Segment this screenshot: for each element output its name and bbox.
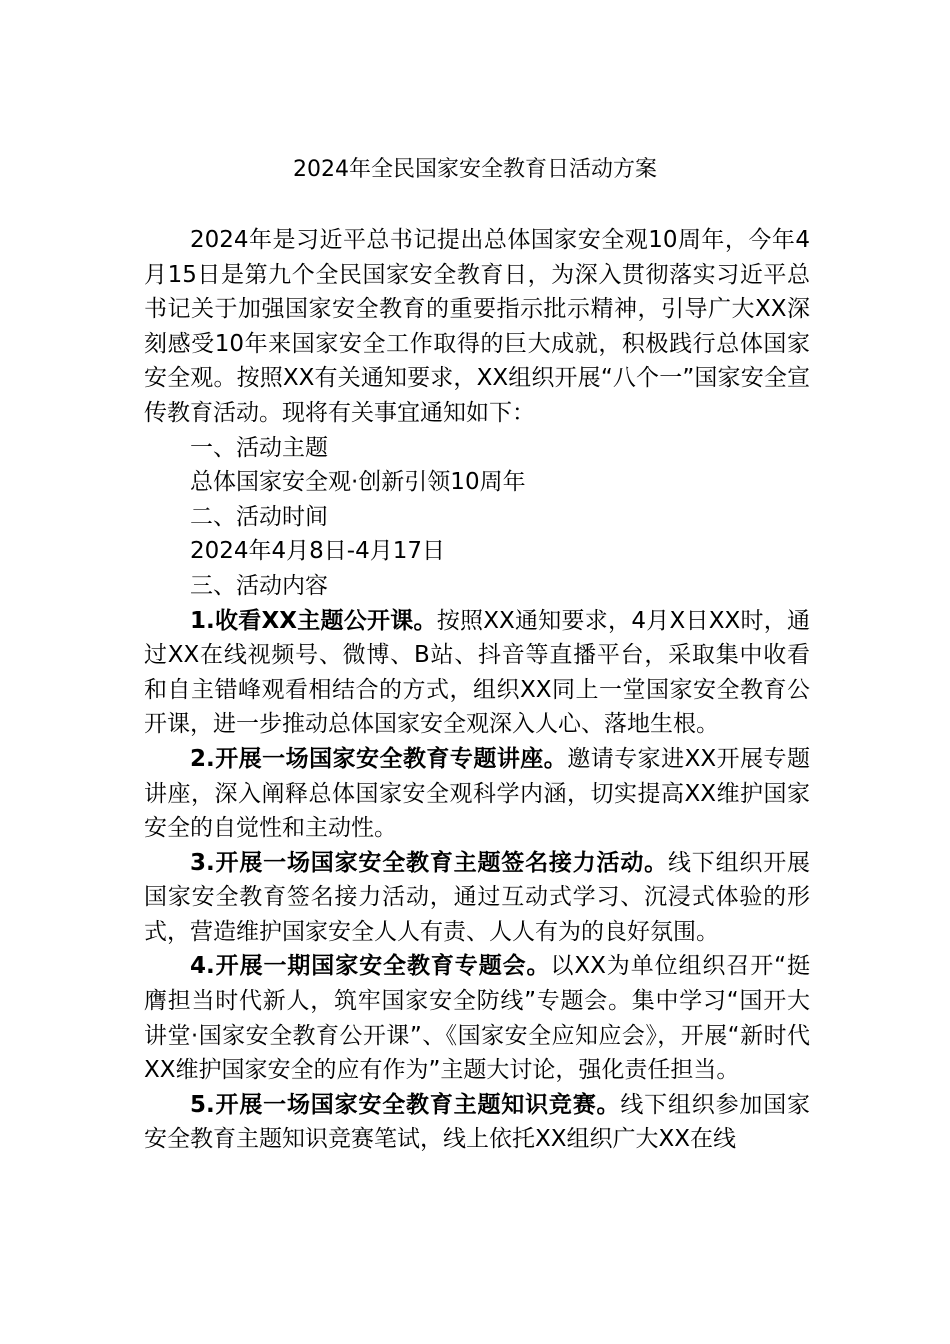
activity-item-text: 线下组织参加国家安全教育主题知识竞赛笔试，线上依托XX组织广大XX在线 (144, 1091, 810, 1153)
section-heading-content: 三、活动内容 (190, 572, 328, 599)
theme-content: 总体国家安全观·创新引领10周年 (190, 469, 526, 496)
activity-item (144, 742, 810, 846)
activity-item-title: 5.开展一场国家安全教育主题知识竞赛。 (190, 1091, 621, 1118)
intro-paragraph: 2024年是习近平总书记提出总体国家安全观10周年，今年4月15日是第九个全民国家安全教育日，为深入贯彻落实习近平总书记关于加强国家安全教育的重要指示批示精神，引导广大XX深刻感受10年来国家安全工作取得的巨大成就，积极践行总体国家安全观。按照XX有关通知要求，XX组织开展“八个一”国家安全宣传教育活动。现将有关事宜通知如下： (144, 227, 810, 426)
activity-item-title: 1.收看XX主题公开课。 (190, 607, 437, 634)
activity-item (144, 949, 810, 1087)
activity-item-title: 4.开展一期国家安全教育专题会。 (190, 953, 551, 980)
activity-item-text: 以XX为单位组织召开“挺膺担当时代新人，筑牢国家安全防线”专题会。集中学习“国开大讲堂·国家安全教育公开课”、《国家安全应知应会》，开展“新时代XX维护国家安全的应有作为”主题大讨论，强化责任担当。 (144, 953, 810, 1084)
time-content: 2024年4月8日-4月17日 (190, 538, 445, 565)
activity-item (144, 604, 810, 742)
activity-item-title: 3.开展一场国家安全教育主题签名接力活动。 (190, 849, 668, 876)
activity-item-text: 按照XX通知要求，4月X日XX时，通过XX在线视频号、微博、B站、抖音等直播平台，采取集中收看和自主错峰观看相结合的方式，组织XX同上一堂国家安全教育公开课，进一步推动总体国家安全观深入人心、落地生根。 (144, 607, 810, 738)
activity-item (144, 1088, 810, 1157)
activity-item (144, 846, 810, 950)
document-body (144, 223, 810, 1157)
activity-item-text: 线下组织开展国家安全教育签名接力活动，通过互动式学习、沉浸式体验的形式，营造维护国家安全人人有责、人人有为的良好氛围。 (144, 849, 811, 945)
section-heading-time: 二、活动时间 (190, 503, 328, 530)
activity-item-title: 2.开展一场国家安全教育专题讲座。 (190, 745, 568, 772)
document-title: 2024年全民国家安全教育日活动方案 (293, 157, 657, 182)
activity-item-text: 邀请专家进XX开展专题讲座，深入阐释总体国家安全观科学内涵，切实提高XX维护国家安全的自觉性和主动性。 (144, 745, 811, 842)
section-heading-theme: 一、活动主题 (190, 434, 328, 461)
